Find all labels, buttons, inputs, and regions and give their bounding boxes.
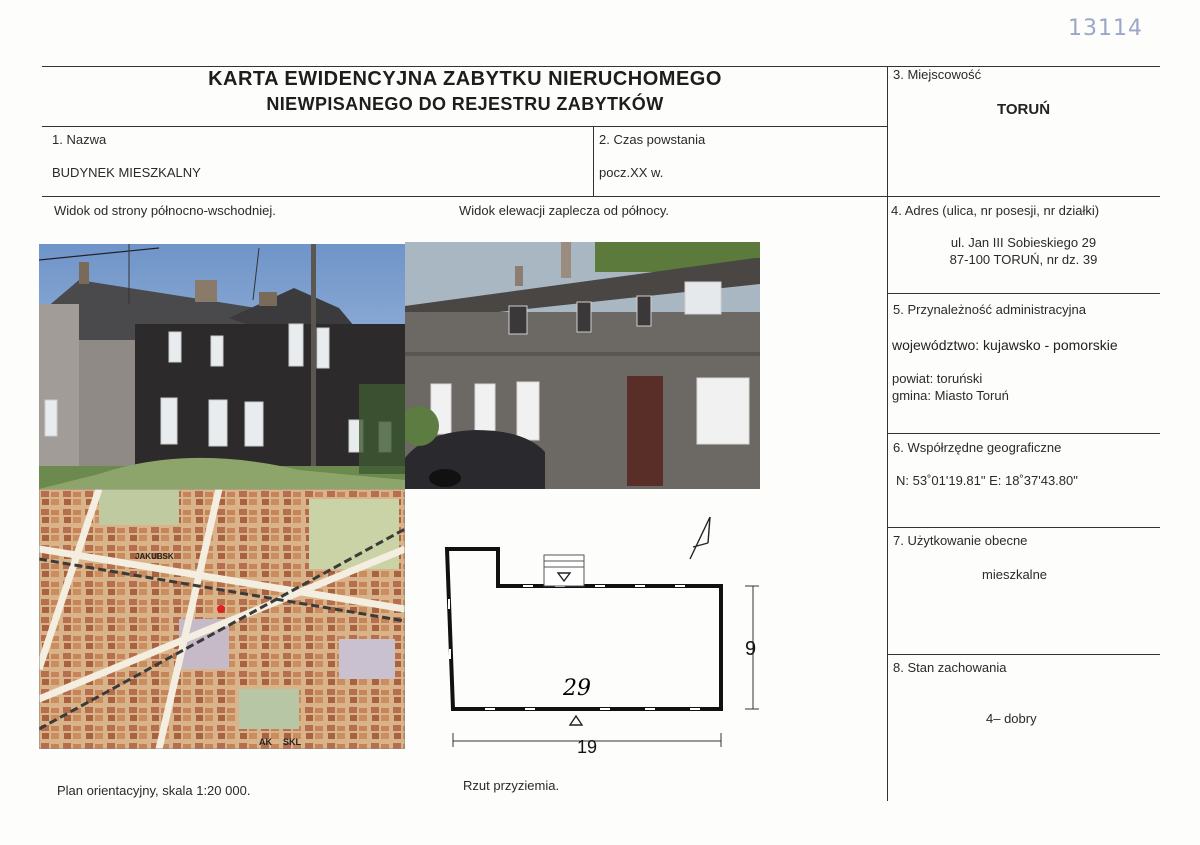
map-label-ak: AK — [259, 737, 272, 747]
coords-value: N: 53˚01'19.81" E: 18˚37'43.80" — [896, 473, 1078, 488]
rear-entrance-marker-icon — [570, 716, 582, 725]
frame-top — [42, 66, 1160, 67]
frame-header-bottom — [42, 126, 888, 127]
condition-label: 8. Stan zachowania — [893, 660, 1007, 675]
usage-value: mieszkalne — [982, 567, 1048, 582]
admin-commune: gmina: Miasto Toruń — [892, 388, 1009, 403]
location-marker-icon — [217, 605, 225, 613]
frame-sep-7 — [887, 654, 1160, 655]
condition-value: 4– dobry — [986, 711, 1037, 726]
frame-sep-4 — [887, 293, 1160, 294]
archive-number: 13114 — [1068, 16, 1143, 41]
address-line1: ul. Jan III Sobieskiego 29 — [950, 235, 1097, 250]
dimension-depth: 9 — [745, 638, 757, 660]
orientation-map — [39, 489, 405, 749]
map-caption: Plan orientacyjny, skala 1:20 000. — [57, 783, 251, 798]
name-value: BUDYNEK MIESZKALNY — [52, 165, 201, 180]
map-label-skl: SKL — [283, 737, 301, 747]
address-line2: 87-100 TORUŃ, nr dz. 39 — [949, 252, 1098, 267]
building-photo-rear-elevation — [405, 242, 760, 489]
admin-voivodeship: województwo: kujawsko - pomorskie — [892, 337, 1118, 353]
name-label: 1. Nazwa — [52, 132, 107, 147]
address-label: 4. Adres (ulica, nr posesji, nr działki) — [891, 203, 1100, 218]
card-subtitle: NIEWPISANEGO DO REJESTRU ZABYTKÓW — [266, 94, 664, 114]
building-number: 29 — [563, 676, 591, 701]
frame-sep-6 — [887, 527, 1160, 528]
coords-label: 6. Współrzędne geograficzne — [893, 440, 1062, 455]
building-photo-northeast — [39, 244, 405, 489]
frame-name-divider — [593, 126, 594, 196]
ground-floor-plan — [405, 489, 765, 754]
place-value: TORUŃ — [996, 101, 1051, 118]
place-label: 3. Miejscowość — [893, 67, 982, 82]
usage-label: 7. Użytkowanie obecne — [893, 533, 1028, 548]
card-title: KARTA EWIDENCYJNA ZABYTKU NIERUCHOMEGO — [208, 68, 722, 90]
admin-county: powiat: toruński — [892, 371, 983, 386]
admin-label: 5. Przynależność administracyjna — [893, 302, 1086, 317]
time-value: pocz.XX w. — [599, 165, 664, 180]
frame-sep-5 — [887, 433, 1160, 434]
frame-row1-bottom — [42, 196, 1160, 197]
photo1-caption: Widok od strony północno-wschodniej. — [54, 203, 276, 218]
map-label-jakubsk: JAKUBSK — [135, 552, 174, 561]
north-arrow-icon — [690, 517, 710, 559]
photo2-caption: Widok elewacji zaplecza od północy. — [459, 203, 670, 218]
plan-caption: Rzut przyziemia. — [463, 778, 560, 793]
dimension-width: 19 — [577, 737, 598, 754]
time-label: 2. Czas powstania — [599, 132, 706, 147]
